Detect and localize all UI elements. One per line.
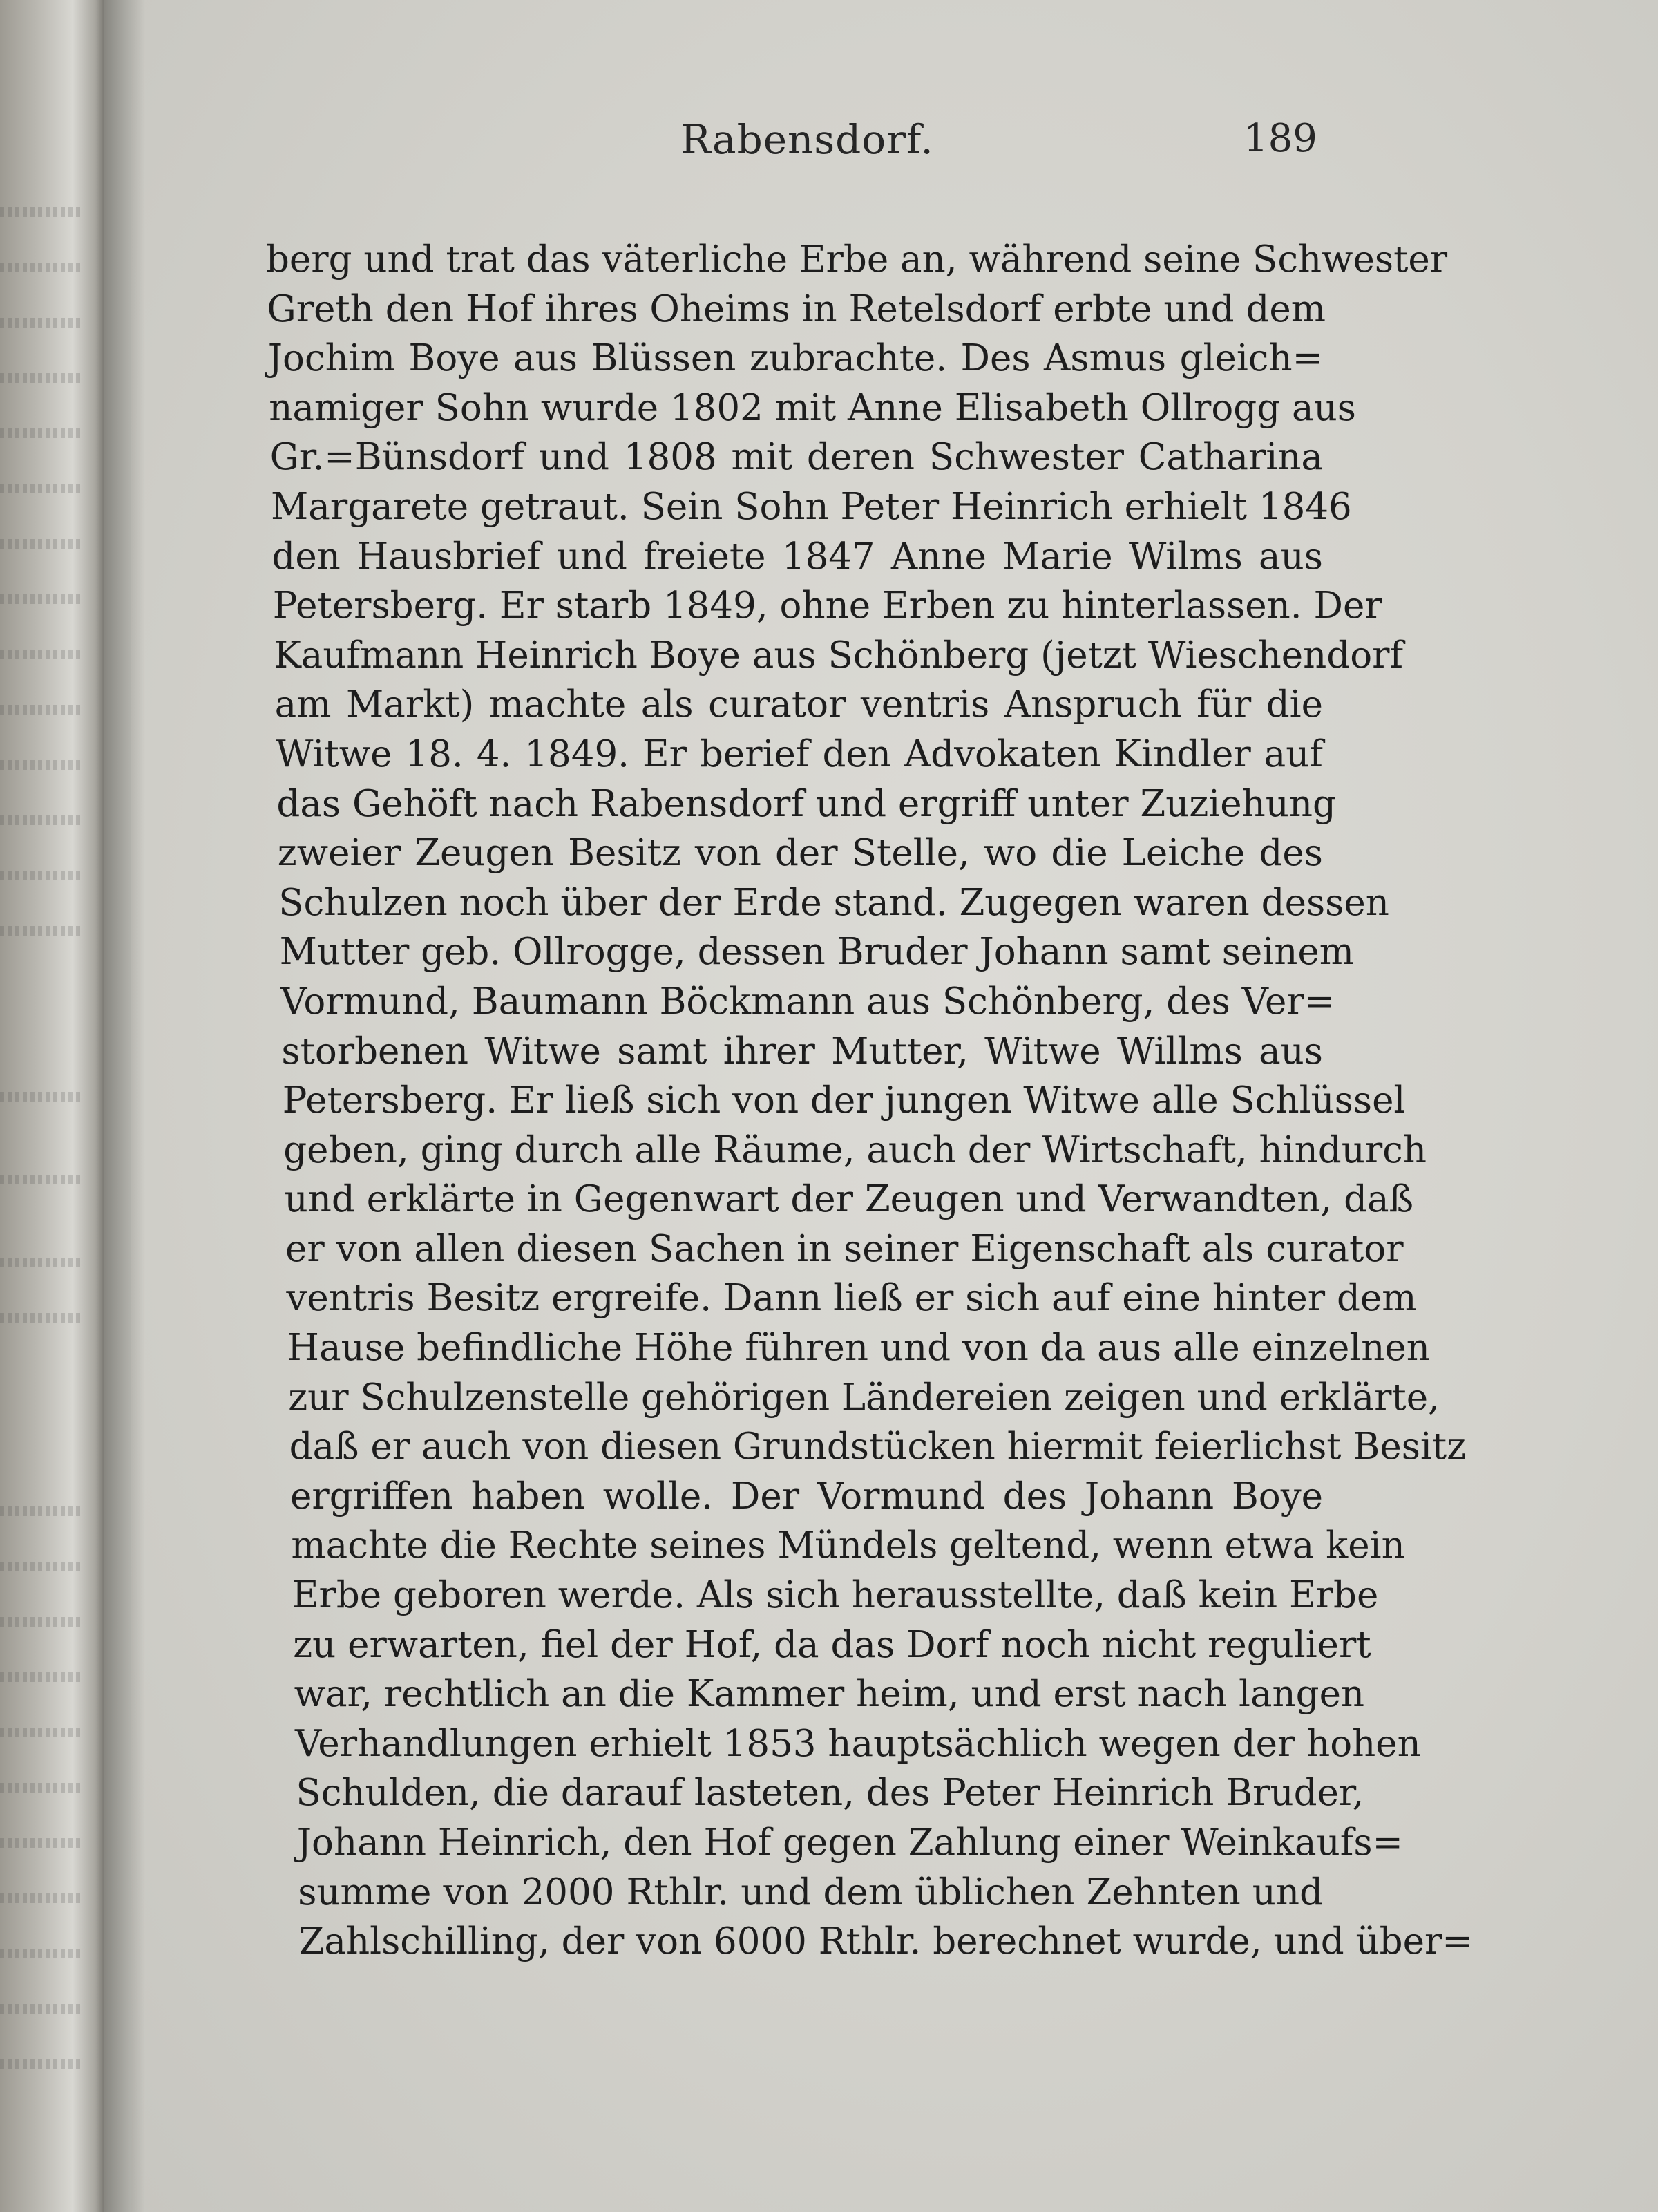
text-line: Margarete getraut. Sein Sohn Peter Heinrich erhielt 1846 bbox=[271, 485, 1352, 528]
text-line: zur Schulzenstelle gehörigen Ländereien zeigen und erklärte, bbox=[288, 1376, 1440, 1419]
facing-page-bleed bbox=[0, 705, 83, 715]
facing-page-bleed bbox=[0, 1175, 83, 1184]
text-line: daß er auch von diesen Grundstücken hiermit feierlichst Besitz bbox=[289, 1426, 1467, 1468]
text-line: das Gehöft nach Rabensdorf und ergriff unter Zuziehung bbox=[276, 782, 1336, 825]
facing-page-bleed bbox=[0, 1728, 83, 1737]
text-line: Schulden, die darauf lasteten, des Peter Heinrich Bruder, bbox=[296, 1772, 1364, 1815]
facing-page-bleed bbox=[0, 1617, 83, 1627]
facing-page-bleed bbox=[0, 1783, 83, 1793]
facing-page-edge bbox=[0, 0, 104, 2212]
text-line: Mutter geb. Ollrogge, dessen Bruder Johann samt seinem bbox=[279, 931, 1354, 974]
text-line: machte die Rechte seines Mündels geltend, wenn etwa kein bbox=[291, 1524, 1405, 1567]
text-line: summe von 2000 Rthlr. und dem üblichen Zehnten und bbox=[298, 1871, 1323, 1913]
text-line: am Markt) machte als curator ventris Anspruch für die bbox=[274, 683, 1323, 726]
text-line: berg und trat das väterliche Erbe an, während seine Schwester bbox=[266, 238, 1448, 281]
text-line: Kaufmann Heinrich Boye aus Schönberg (jetzt Wieschendorf bbox=[274, 634, 1404, 677]
facing-page-bleed bbox=[0, 1562, 83, 1571]
text-line: Petersberg. Er starb 1849, ohne Erben zu hinterlassen. Der bbox=[272, 585, 1382, 627]
text-line: war, rechtlich an die Kammer heim, und erst nach langen bbox=[294, 1673, 1365, 1716]
text-line: Hause befindliche Höhe führen und von da aus alle einzelnen bbox=[287, 1327, 1430, 1370]
text-line: storbenen Witwe samt ihrer Mutter, Witwe Willms aus bbox=[281, 1030, 1323, 1072]
facing-page-bleed bbox=[0, 1949, 83, 1958]
text-line: zu erwarten, fiel der Hof, da das Dorf noch nicht reguliert bbox=[293, 1623, 1371, 1666]
text-line: zweier Zeugen Besitz von der Stelle, wo die Leiche des bbox=[277, 832, 1323, 875]
facing-page-bleed bbox=[0, 484, 83, 493]
text-line: den Hausbrief und freiete 1847 Anne Marie Wilms aus bbox=[271, 535, 1323, 578]
text-line: Jochim Boye aus Blüssen zubrachte. Des Asmus gleich= bbox=[267, 337, 1323, 380]
text-line: Petersberg. Er ließ sich von der jungen Witwe alle Schlüssel bbox=[282, 1079, 1406, 1122]
facing-page-bleed bbox=[0, 2004, 83, 2014]
text-line: Zahlschilling, der von 6000 Rthlr. berechnet wurde, und über= bbox=[298, 1920, 1473, 1963]
text-line: namiger Sohn wurde 1802 mit Anne Elisabeth Ollrogg aus bbox=[269, 386, 1356, 429]
facing-page-bleed bbox=[0, 1313, 83, 1323]
text-line: Vormund, Baumann Böckmann aus Schönberg, des Ver= bbox=[280, 980, 1335, 1023]
facing-page-bleed bbox=[0, 1258, 83, 1267]
text-line: Greth den Hof ihres Oheims in Retelsdorf erbte und dem bbox=[267, 287, 1326, 330]
running-title: Rabensdorf. bbox=[680, 116, 934, 163]
facing-page-bleed bbox=[0, 539, 83, 549]
facing-page-bleed bbox=[0, 815, 83, 825]
page-number: 189 bbox=[1244, 116, 1317, 161]
text-line: er von allen diesen Sachen in seiner Eigenschaft als curator bbox=[285, 1227, 1404, 1270]
text-line: ventris Besitz ergreife. Dann ließ er sich auf eine hinter dem bbox=[286, 1277, 1417, 1320]
text-line: Verhandlungen erhielt 1853 hauptsächlich wegen der hohen bbox=[295, 1722, 1421, 1765]
facing-page-bleed bbox=[0, 1893, 83, 1903]
text-line: Witwe 18. 4. 1849. Er berief den Advokaten Kindler auf bbox=[276, 732, 1323, 775]
text-line: Schulzen noch über der Erde stand. Zugegen waren dessen bbox=[278, 881, 1389, 924]
facing-page-bleed bbox=[0, 428, 83, 438]
text-line: Johann Heinrich, den Hof gegen Zahlung einer Weinkaufs= bbox=[296, 1822, 1403, 1864]
text-line: und erklärte in Gegenwart der Zeugen und Verwandten, daß bbox=[284, 1178, 1414, 1221]
facing-page-bleed bbox=[0, 594, 83, 604]
body-text bbox=[266, 235, 1473, 1967]
facing-page-bleed bbox=[0, 1838, 83, 1848]
book-gutter-shadow bbox=[104, 0, 145, 2212]
text-line: geben, ging durch alle Räume, auch der Wirtschaft, hindurch bbox=[283, 1128, 1427, 1171]
facing-page-bleed bbox=[0, 871, 83, 880]
facing-page-bleed bbox=[0, 373, 83, 383]
facing-page-bleed bbox=[0, 926, 83, 936]
text-line: ergriffen haben wolle. Der Vormund des Johann Boye bbox=[290, 1475, 1323, 1518]
facing-page-bleed bbox=[0, 1506, 83, 1516]
facing-page-bleed bbox=[0, 1092, 83, 1102]
facing-page-bleed bbox=[0, 760, 83, 770]
text-line: Erbe geboren werde. Als sich herausstellte, daß kein Erbe bbox=[292, 1574, 1379, 1617]
facing-page-bleed bbox=[0, 2059, 83, 2069]
facing-page-bleed bbox=[0, 1672, 83, 1682]
text-line: Gr.=Bünsdorf und 1808 mit deren Schwester Catharina bbox=[269, 436, 1323, 479]
facing-page-bleed bbox=[0, 650, 83, 659]
facing-page-bleed bbox=[0, 207, 83, 217]
facing-page-bleed bbox=[0, 263, 83, 272]
facing-page-bleed bbox=[0, 318, 83, 328]
